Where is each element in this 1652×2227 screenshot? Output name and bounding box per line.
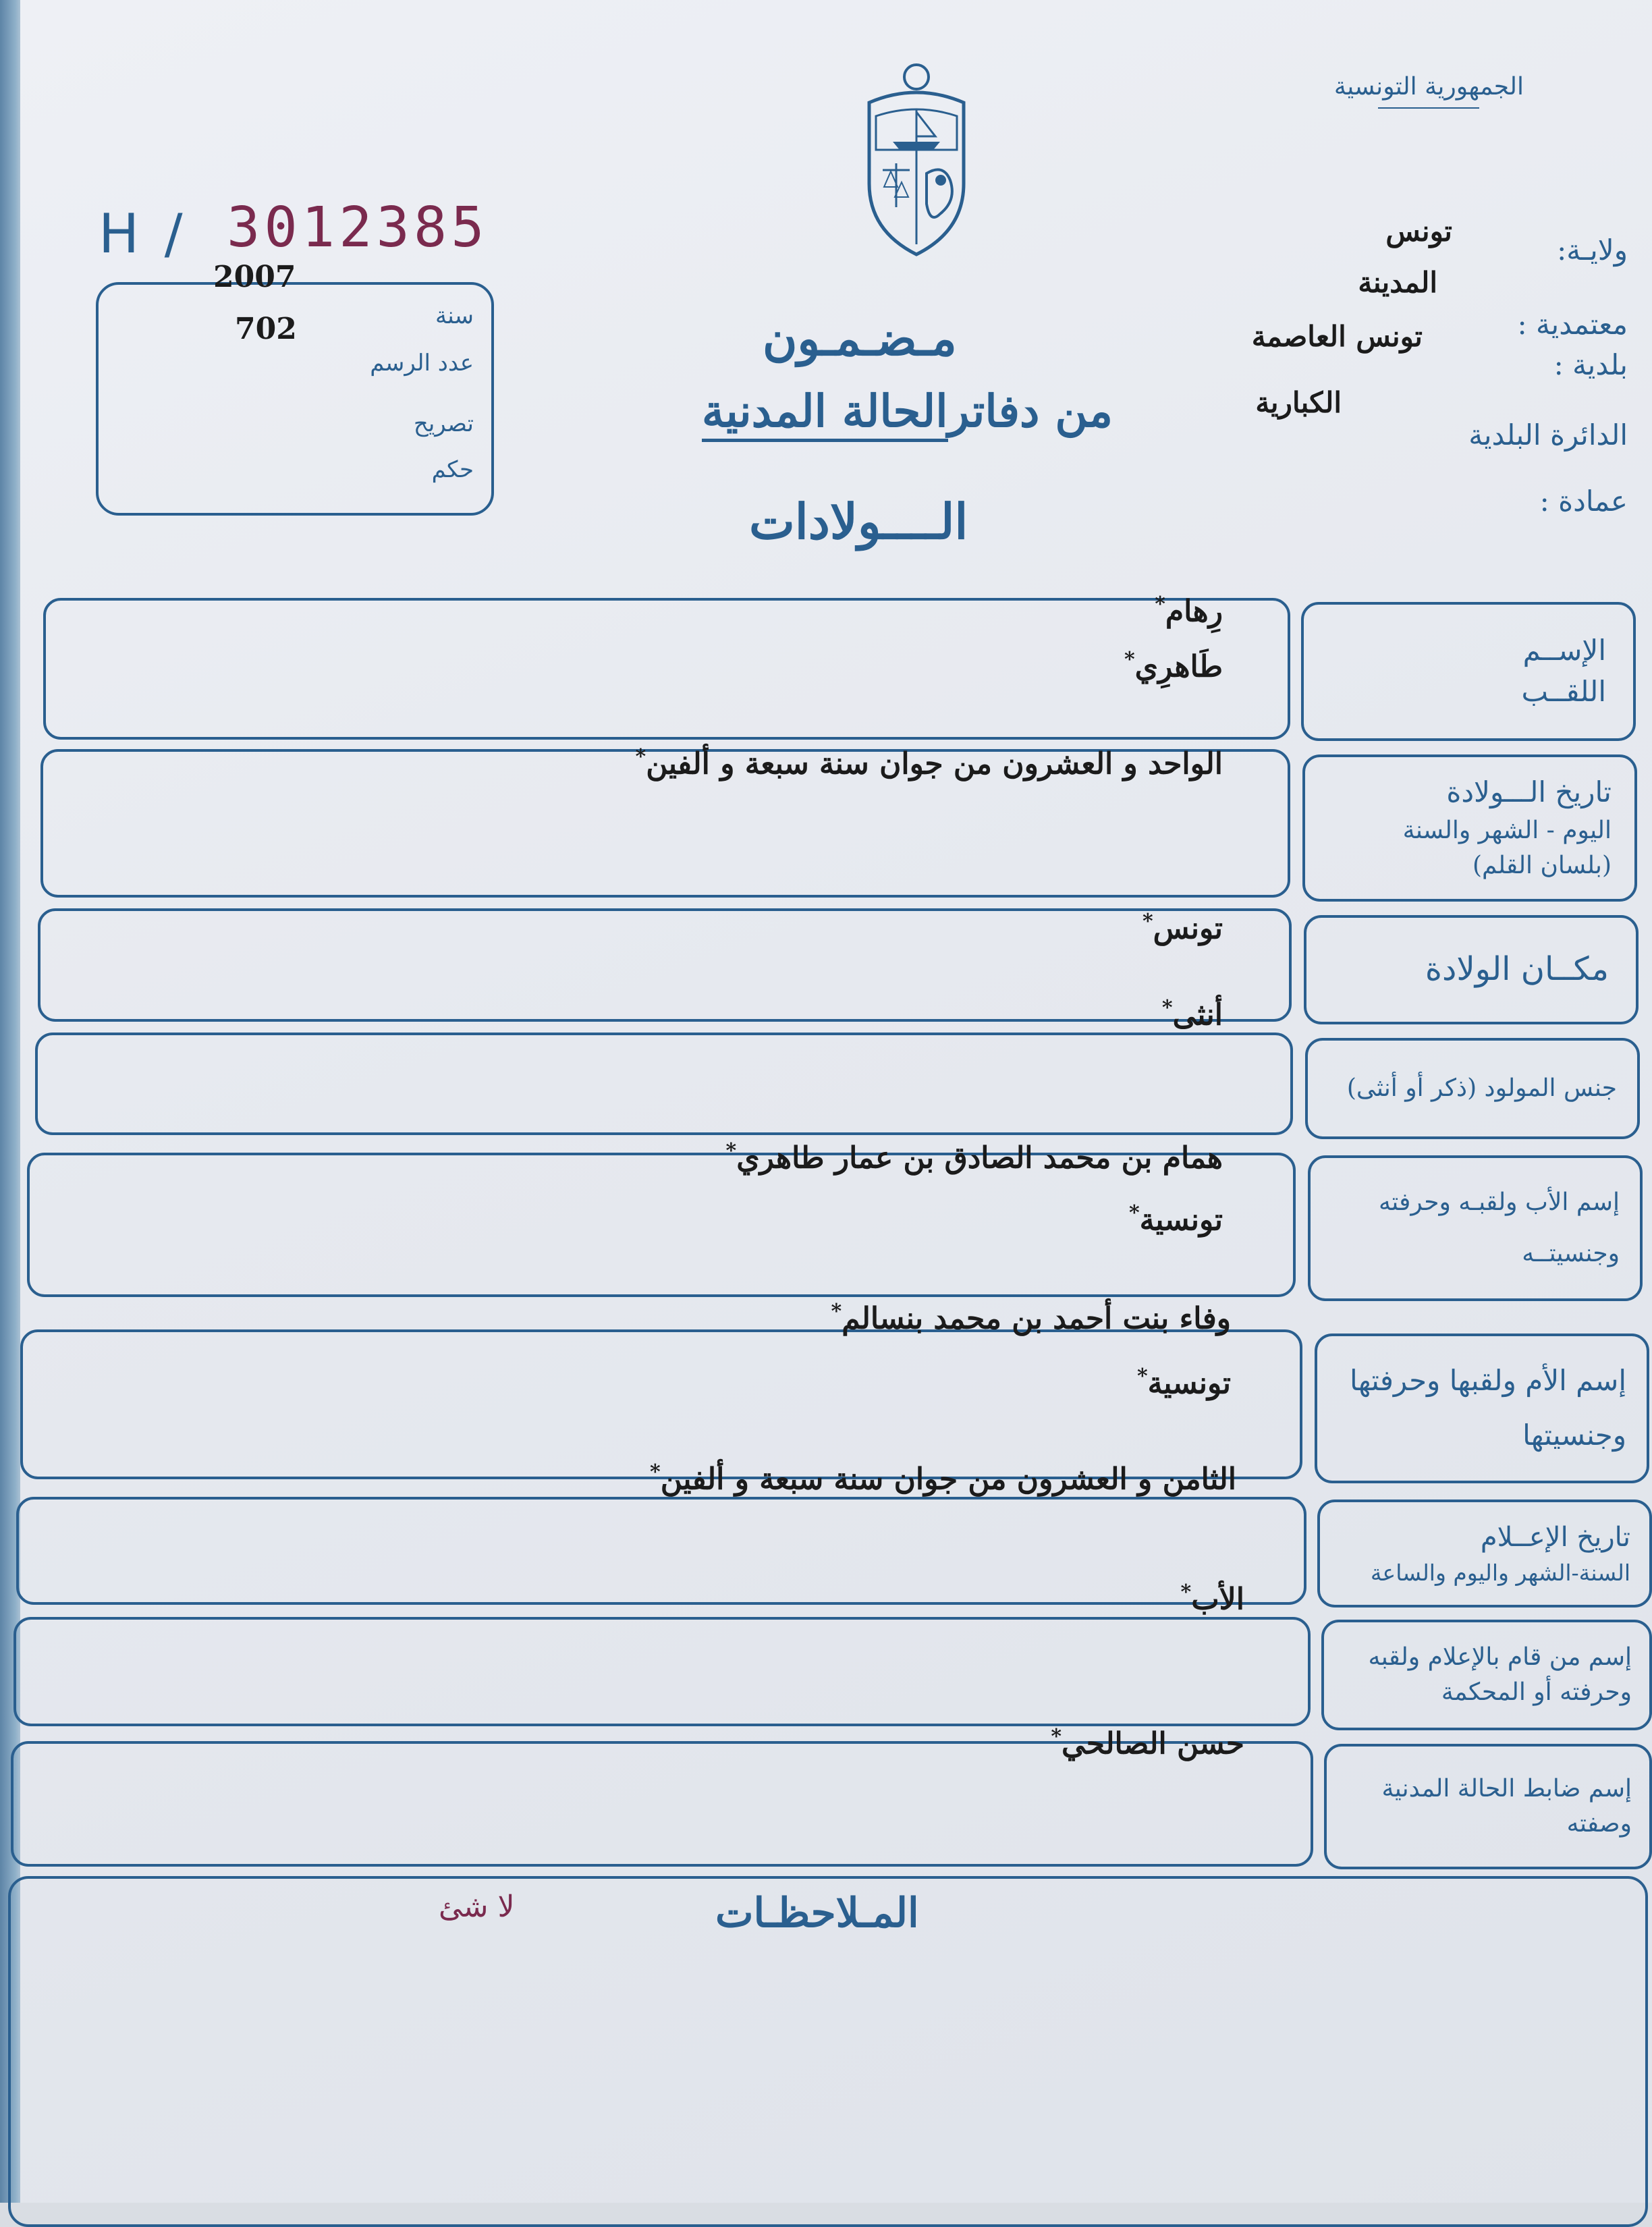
municipality-value: تونس العاصمة xyxy=(1251,320,1423,353)
surname-label: اللقــب xyxy=(1521,675,1606,708)
birthdate-sublabel-2: (بلسان القلم) xyxy=(1472,852,1612,880)
municipality-label: بلدية : xyxy=(1553,348,1628,381)
mother-nationality-label: وجنسيتها xyxy=(1522,1419,1626,1452)
republic-divider xyxy=(1378,107,1479,109)
row-declaration-date-value-box xyxy=(16,1497,1306,1605)
district-label: الدائرة البلدية xyxy=(1468,418,1628,451)
title-registers-b: الحالة المدنية xyxy=(702,385,948,442)
notes-label: المـلاحظـات xyxy=(715,1890,919,1937)
registrar-value: حسن الصالحي* xyxy=(1051,1725,1244,1761)
row-name-value-box xyxy=(43,598,1290,740)
republic-heading xyxy=(1334,73,1524,109)
wilaya-value: تونس xyxy=(1385,215,1452,248)
row-birthdate-label-box xyxy=(1302,754,1637,902)
declaration-date-value: الثامن و العشرون من جوان سنة سبعة و ألفين* xyxy=(650,1460,1236,1497)
serial-prefix: H / xyxy=(99,202,187,265)
row-birthplace-label-box xyxy=(1304,915,1639,1024)
name-label: الإســم xyxy=(1522,634,1606,667)
first-name-value: رِهام* xyxy=(1155,593,1223,629)
declaration-date-sublabel: السنة-الشهر واليوم والساعة xyxy=(1370,1560,1630,1587)
father-nationality-value: تونسية* xyxy=(1128,1201,1223,1238)
surname-value: طَاهرِي* xyxy=(1124,648,1223,684)
wilaya-label: ولايـة: xyxy=(1557,233,1628,267)
declarant-sublabel: وحرفته أو المحكمة xyxy=(1441,1678,1632,1706)
declarant-value: الأب* xyxy=(1180,1580,1244,1617)
declaration-date-label: تاريخ الإعــلام xyxy=(1480,1522,1630,1554)
row-sex-value-box xyxy=(35,1033,1293,1135)
delegation-label: معتمدية : xyxy=(1517,308,1628,341)
declarant-label: إسم من قام بالإعلام ولقبه xyxy=(1368,1643,1632,1671)
republic-text: الجمهورية التونسية xyxy=(1333,73,1524,101)
title-registers-a: من دفاتر xyxy=(947,385,1113,437)
row-name-label-box xyxy=(1301,602,1636,741)
tunisia-coat-of-arms-icon xyxy=(856,62,977,258)
registration-year-label: سنة xyxy=(435,302,474,329)
registration-declaration-label: تصريح xyxy=(413,410,474,437)
row-mother-value-box xyxy=(20,1329,1302,1479)
birthplace-label: مكــان الولادة xyxy=(1425,950,1609,989)
row-declarant-label-box xyxy=(1321,1620,1652,1730)
row-birthplace-value-box xyxy=(38,908,1292,1022)
father-name-value: همام بن محمد الصادق بن عمار طاهري* xyxy=(725,1139,1223,1176)
imada-label: عمادة : xyxy=(1539,485,1628,518)
district-value: الكبارية xyxy=(1255,386,1342,419)
title-registers xyxy=(702,385,1113,437)
registrar-label: إسم ضابط الحالة المدنية xyxy=(1381,1774,1632,1803)
sex-label: جنس المولود (ذكر أو أنثى) xyxy=(1346,1074,1617,1102)
mother-name-value: وفاء بنت أحمد بن محمد بنسالم* xyxy=(831,1300,1231,1336)
row-mother-label-box xyxy=(1315,1334,1649,1483)
registration-year-value: 2007 xyxy=(213,260,296,294)
row-father-label-box xyxy=(1308,1155,1643,1301)
registration-judgment-label: حكم xyxy=(431,456,474,483)
birthdate-sublabel: اليوم - الشهر والسنة xyxy=(1402,817,1612,845)
registration-number-label: عدد الرسم xyxy=(370,350,474,377)
mother-label: إسم الأم ولقبها وحرفتها xyxy=(1350,1364,1626,1398)
registrar-sublabel: وصفته xyxy=(1566,1810,1632,1838)
row-declaration-date-label-box xyxy=(1317,1500,1652,1607)
row-registrar-label-box xyxy=(1324,1744,1652,1869)
birthdate-label: تاريخ الـــولادة xyxy=(1446,775,1612,809)
registration-number-value: 702 xyxy=(235,312,297,346)
title-content: مـضـمـون xyxy=(763,310,957,366)
title-births: الــــولادات xyxy=(749,493,968,550)
notes-value: لا شئ xyxy=(439,1890,515,1924)
father-label: إسم الأب ولقبـه وحرفته xyxy=(1378,1188,1620,1216)
mother-nationality-value: تونسية* xyxy=(1136,1365,1231,1401)
row-declarant-value-box xyxy=(13,1617,1311,1726)
row-sex-label-box xyxy=(1305,1038,1640,1139)
birthplace-value: تونس* xyxy=(1142,910,1223,946)
father-nationality-label: وجنسيتــه xyxy=(1522,1240,1620,1267)
serial-number: 3012385 xyxy=(227,196,489,260)
sex-value: أنثى* xyxy=(1161,996,1223,1033)
delegation-value: المدينة xyxy=(1358,266,1437,299)
birthdate-value: الواحد و العشرون من جوان سنة سبعة و ألفين* xyxy=(635,745,1223,781)
